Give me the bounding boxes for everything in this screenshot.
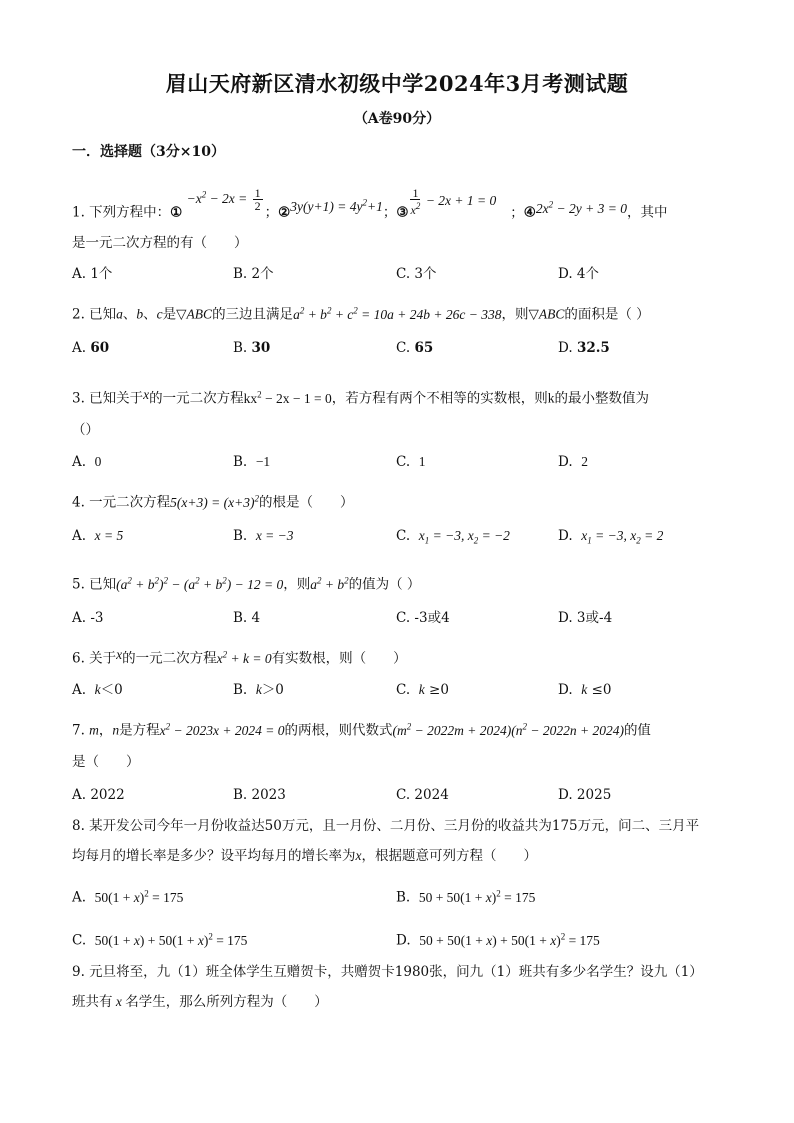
- q4-option-c: C. $x_1 = -3$, $x_2 = -2$: [396, 528, 510, 546]
- q6-option-b: B. k＞0: [233, 682, 284, 698]
- q5-option-a: A. -3: [72, 610, 104, 626]
- q8-option-c: C. $50(1 + x) + 50(1 + x)^2 = 175$: [72, 931, 248, 949]
- question-4-line-1: 4. 一元二次方程$5(x+3) = (x+3)^2$的根是（ ）: [72, 493, 354, 511]
- question-7-line-2: 是（ ）: [72, 754, 140, 770]
- q3-option-d: D. 2: [558, 454, 588, 470]
- q3-option-b: B. −1: [233, 454, 271, 470]
- question-8-line-2: 均每月的增长率是多少？设平均每月的增长率为x，根据题意可列方程（ ）: [72, 848, 537, 864]
- q1-option-d: D. 4个: [558, 266, 600, 282]
- q7-option-d: D. 2025: [558, 787, 612, 803]
- question-1-line-1: 1. 下列方程中：① $-x^2 - 2x$ = $\frac{1}{2}$ ；②3y(y+1) = $4y^2+1$；③ $\frac{1}{x^2}$ − 2x + 1 = 0；$④2x^2 - 2y + 3 = 0$，其中: [72, 185, 668, 221]
- q6-option-a: A. k＜0: [72, 682, 123, 698]
- q4-option-b: B. x = −3: [233, 528, 294, 544]
- question-2-line-1: 2. 已知a、b、c是▽ABC的三边且满足$a^2 + b^2 + c^2 = 10a + 24b + 26c - 338$，则▽ABC的面积是（ ）: [72, 305, 650, 323]
- q3-option-a: A. 0: [72, 454, 102, 470]
- q2-option-d: D. 32.5: [558, 340, 610, 356]
- section-heading: 一．选择题（3分×10）: [72, 144, 225, 160]
- q7-option-a: A. 2022: [72, 787, 125, 803]
- q6-option-d: D. k ≤0: [558, 682, 612, 698]
- q4-option-a: A. x = 5: [72, 528, 124, 544]
- q3-option-c: C. 1: [396, 454, 426, 470]
- q6-option-c: C. k ≥0: [396, 682, 449, 698]
- q5-option-d: D. 3或-4: [558, 610, 613, 626]
- q5-option-b: B. 4: [233, 610, 261, 626]
- q5-option-c: C. -3或4: [396, 610, 450, 626]
- q8-option-b: B. $50 + 50(1 + x)^2 = 175$: [396, 888, 536, 906]
- q8-option-d: D. $50 + 50(1 + x) + 50(1 + x)^2 = 175$: [396, 931, 600, 949]
- q7-option-c: C. 2024: [396, 787, 449, 803]
- question-6-line-1: 6. 关于x的一元二次方程$x^2 + k = 0$有实数根，则（ ）: [72, 646, 407, 667]
- question-9-line-2: 班共有 x 名学生，那么所列方程为（ ）: [72, 994, 328, 1010]
- question-1-line-2: 是一元二次方程的有（ ）: [72, 235, 248, 251]
- q1-option-a: A. 1个: [72, 266, 113, 282]
- question-3-line-1: 3. 已知关于x的一元二次方程$kx^2 - 2x - 1 = 0$，若方程有两个不相等的实数根，则k的最小整数值为: [72, 386, 650, 407]
- q8-option-a: A. $50(1 + x)^2 = 175$: [72, 888, 184, 906]
- q2-option-b: B. 30: [233, 340, 271, 356]
- exam-subtitle: （A卷90分）: [353, 111, 441, 127]
- question-7-line-1: 7. m，n是方程$x^2 - 2023x + 2024 = 0$的两根，则代数式$(m^2 - 2022m + 2024)(n^2 - 2022n + 2024)$的值: [72, 721, 651, 739]
- question-8-line-1: 8. 某开发公司今年一月份收益达50万元，且一月份、二月份、三月份的收益共为175万元，问二、三月平: [72, 818, 700, 834]
- q2-option-a: A. 60: [72, 340, 110, 356]
- question-3-line-2: （）: [72, 422, 99, 438]
- q7-option-b: B. 2023: [233, 787, 286, 803]
- question-9-line-1: 9. 元旦将至，九（1）班全体学生互赠贺卡，共赠贺卡1980张，问九（1）班共有多少名学生？设九（1）: [72, 964, 703, 980]
- q1-option-b: B. 2个: [233, 266, 274, 282]
- exam-title: 眉山天府新区清水初级中学2024年3月考测试题: [165, 71, 629, 96]
- question-5-line-1: 5. 已知$(a^2 + b^2)^2 - (a^2 + b^2) - 12 = 0$，则$a^2 + b^2$的值为（ ）: [72, 575, 421, 593]
- q4-option-d: D. $x_1 = -3$, $x_2 = 2$: [558, 528, 664, 546]
- q2-option-c: C. 65: [396, 340, 434, 356]
- q1-option-c: C. 3个: [396, 266, 437, 282]
